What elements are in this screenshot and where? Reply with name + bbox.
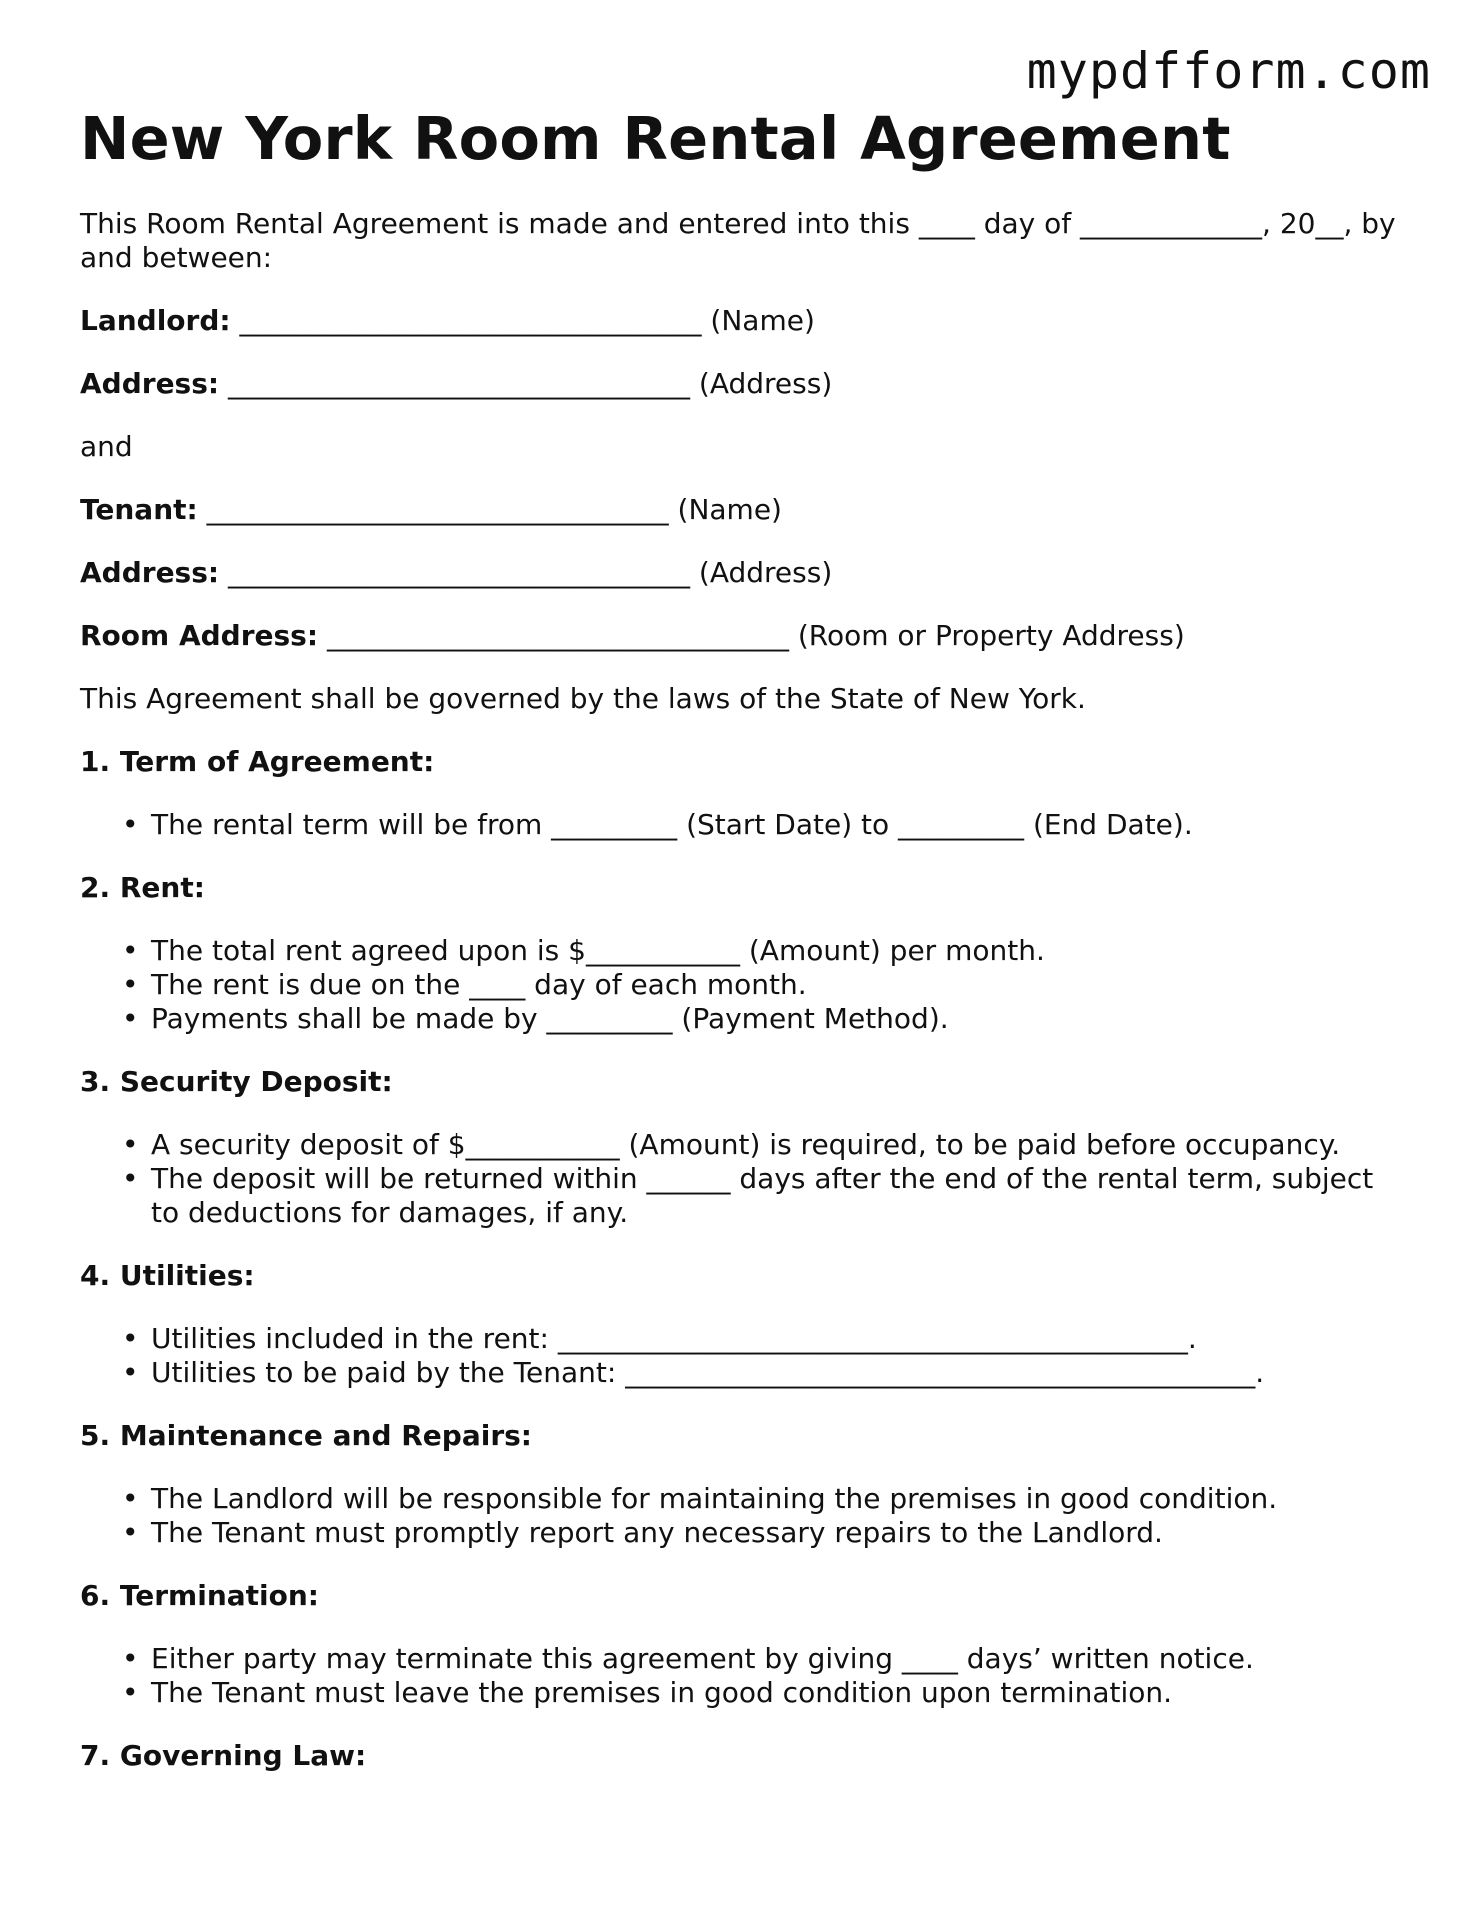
section-list bbox=[80, 808, 1410, 842]
room-address-label: Room Address: bbox=[80, 618, 319, 652]
section-list bbox=[80, 1322, 1410, 1390]
room-address-line bbox=[80, 619, 1410, 653]
intro-paragraph: This Room Rental Agreement is made and entered into this ____ day of _____________, 20__, by and between: bbox=[80, 206, 1396, 274]
section-list bbox=[80, 934, 1410, 1036]
section-rent bbox=[80, 871, 1410, 1036]
list-item: • The rental term will be from _________ (Start Date) to _________ (End Date). bbox=[151, 808, 1410, 842]
list-item: • The rent is due on the ____ day of each month. bbox=[151, 968, 1410, 1002]
list-item: • The Landlord will be responsible for maintaining the premises in good condition. bbox=[151, 1482, 1410, 1516]
tenant-name-field: _________________________________ (Name) bbox=[197, 492, 782, 526]
and-text: and bbox=[80, 429, 133, 463]
landlord-address-field: _________________________________ (Address) bbox=[219, 366, 833, 400]
site-watermark: mypdfform.com bbox=[1026, 42, 1431, 100]
list-item: • The total rent agreed upon is $___________ (Amount) per month. bbox=[151, 934, 1410, 968]
tenant-label: Tenant: bbox=[80, 492, 198, 526]
section-term bbox=[80, 745, 1410, 842]
landlord-line bbox=[80, 304, 1410, 338]
document-body bbox=[80, 105, 1410, 1802]
tenant-address-label: Address: bbox=[80, 555, 220, 589]
section-heading: 3. Security Deposit: bbox=[80, 1064, 393, 1098]
section-list bbox=[80, 1482, 1410, 1550]
tenant-address-field: _________________________________ (Address) bbox=[219, 555, 833, 589]
tenant-address-line bbox=[80, 556, 1410, 590]
section-maintenance bbox=[80, 1419, 1410, 1550]
section-heading: 4. Utilities: bbox=[80, 1258, 255, 1292]
section-heading: 6. Termination: bbox=[80, 1578, 319, 1612]
landlord-address-label: Address: bbox=[80, 366, 220, 400]
list-item: • Utilities to be paid by the Tenant: _____________________________________________. bbox=[151, 1356, 1410, 1390]
landlord-name-field: _________________________________ (Name) bbox=[230, 303, 815, 337]
room-address-field: _________________________________ (Room or Property Address) bbox=[318, 618, 1185, 652]
landlord-address-line bbox=[80, 367, 1410, 401]
section-termination bbox=[80, 1579, 1410, 1710]
governing-statement: This Agreement shall be governed by the laws of the State of New York. bbox=[80, 681, 1086, 715]
page-title: New York Room Rental Agreement bbox=[80, 104, 1231, 173]
section-list bbox=[80, 1128, 1410, 1230]
list-item: • Utilities included in the rent: _____________________________________________. bbox=[151, 1322, 1410, 1356]
tenant-line bbox=[80, 493, 1410, 527]
section-list bbox=[80, 1642, 1410, 1710]
list-item: • The Tenant must leave the premises in good condition upon termination. bbox=[151, 1676, 1410, 1710]
list-item: • Either party may terminate this agreement by giving ____ days’ written notice. bbox=[151, 1642, 1410, 1676]
list-item: • The Tenant must promptly report any necessary repairs to the Landlord. bbox=[151, 1516, 1410, 1550]
list-item: • The deposit will be returned within ______ days after the end of the rental term, subject to deductions for damages, if any. bbox=[151, 1162, 1410, 1230]
landlord-label: Landlord: bbox=[80, 303, 231, 337]
list-item: • Payments shall be made by _________ (Payment Method). bbox=[151, 1002, 1410, 1036]
section-security-deposit bbox=[80, 1065, 1410, 1230]
section-heading: 7. Governing Law: bbox=[80, 1738, 367, 1772]
section-heading: 1. Term of Agreement: bbox=[80, 744, 435, 778]
section-heading: 2. Rent: bbox=[80, 870, 205, 904]
section-utilities bbox=[80, 1259, 1410, 1390]
section-governing-law bbox=[80, 1739, 1410, 1773]
list-item: • A security deposit of $___________ (Amount) is required, to be paid before occupancy. bbox=[151, 1128, 1410, 1162]
section-heading: 5. Maintenance and Repairs: bbox=[80, 1418, 533, 1452]
